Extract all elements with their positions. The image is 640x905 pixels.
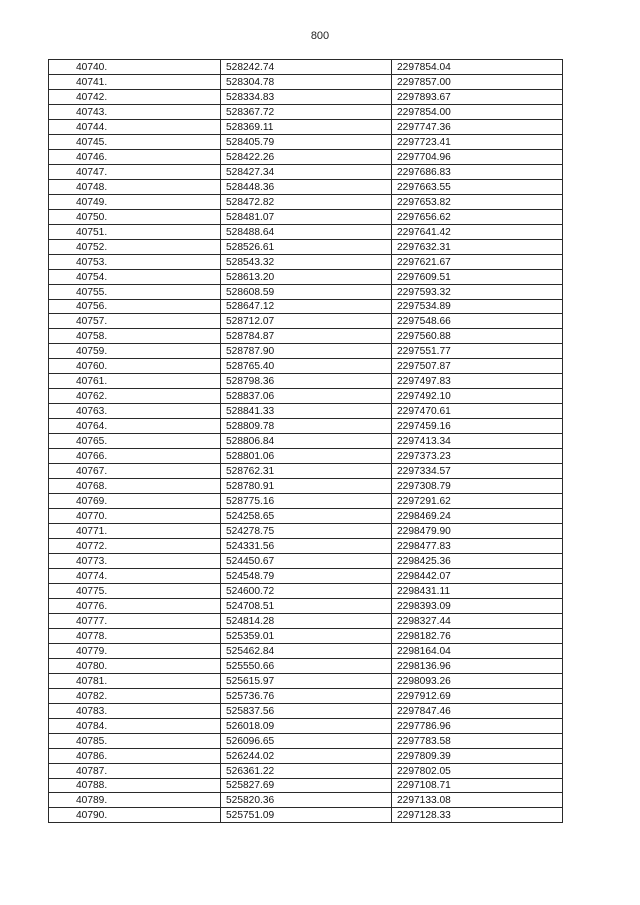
table-row [49, 359, 563, 374]
coordinate-table [48, 59, 563, 823]
x-coordinate-cell: 528775.16 [221, 494, 392, 509]
point-id-cell: 40789. [49, 793, 221, 808]
x-coordinate-cell: 524278.75 [221, 524, 392, 539]
x-coordinate-cell: 528809.78 [221, 419, 392, 434]
y-coordinate-cell: 2298327.44 [392, 613, 563, 628]
table-row [49, 134, 563, 149]
x-coordinate-cell: 528369.11 [221, 119, 392, 134]
point-id-cell: 40767. [49, 464, 221, 479]
x-coordinate-cell: 528367.72 [221, 104, 392, 119]
table-row [49, 389, 563, 404]
y-coordinate-cell: 2298477.83 [392, 539, 563, 554]
table-row [49, 464, 563, 479]
y-coordinate-cell: 2297548.66 [392, 314, 563, 329]
point-id-cell: 40788. [49, 778, 221, 793]
table-row [49, 808, 563, 823]
x-coordinate-cell: 524600.72 [221, 583, 392, 598]
table-row [49, 284, 563, 299]
point-id-cell: 40745. [49, 134, 221, 149]
point-id-cell: 40770. [49, 509, 221, 524]
y-coordinate-cell: 2297704.96 [392, 149, 563, 164]
point-id-cell: 40743. [49, 104, 221, 119]
point-id-cell: 40763. [49, 404, 221, 419]
table-row [49, 598, 563, 613]
x-coordinate-cell: 528481.07 [221, 209, 392, 224]
y-coordinate-cell: 2297893.67 [392, 89, 563, 104]
x-coordinate-cell: 524814.28 [221, 613, 392, 628]
x-coordinate-cell: 528841.33 [221, 404, 392, 419]
x-coordinate-cell: 528780.91 [221, 479, 392, 494]
point-id-cell: 40784. [49, 718, 221, 733]
table-row [49, 658, 563, 673]
point-id-cell: 40782. [49, 688, 221, 703]
x-coordinate-cell: 525837.56 [221, 703, 392, 718]
y-coordinate-cell: 2297413.34 [392, 434, 563, 449]
point-id-cell: 40778. [49, 628, 221, 643]
y-coordinate-cell: 2297747.36 [392, 119, 563, 134]
point-id-cell: 40773. [49, 553, 221, 568]
y-coordinate-cell: 2297802.05 [392, 763, 563, 778]
point-id-cell: 40747. [49, 164, 221, 179]
table-row [49, 149, 563, 164]
x-coordinate-cell: 526361.22 [221, 763, 392, 778]
point-id-cell: 40746. [49, 149, 221, 164]
y-coordinate-cell: 2297128.33 [392, 808, 563, 823]
table-row [49, 60, 563, 75]
table-row [49, 643, 563, 658]
point-id-cell: 40761. [49, 374, 221, 389]
table-row [49, 628, 563, 643]
x-coordinate-cell: 524258.65 [221, 509, 392, 524]
table-row [49, 494, 563, 509]
point-id-cell: 40755. [49, 284, 221, 299]
point-id-cell: 40754. [49, 269, 221, 284]
x-coordinate-cell: 528784.87 [221, 329, 392, 344]
table-row [49, 194, 563, 209]
y-coordinate-cell: 2297857.00 [392, 74, 563, 89]
point-id-cell: 40756. [49, 299, 221, 314]
table-row [49, 449, 563, 464]
y-coordinate-cell: 2297459.16 [392, 419, 563, 434]
point-id-cell: 40777. [49, 613, 221, 628]
point-id-cell: 40750. [49, 209, 221, 224]
point-id-cell: 40764. [49, 419, 221, 434]
x-coordinate-cell: 525550.66 [221, 658, 392, 673]
table-row [49, 509, 563, 524]
page-number: 800 [310, 30, 330, 42]
x-coordinate-cell: 524450.67 [221, 553, 392, 568]
y-coordinate-cell: 2297308.79 [392, 479, 563, 494]
table-row [49, 553, 563, 568]
table-row [49, 179, 563, 194]
x-coordinate-cell: 528242.74 [221, 60, 392, 75]
table-row [49, 733, 563, 748]
table-row [49, 119, 563, 134]
x-coordinate-cell: 528526.61 [221, 239, 392, 254]
y-coordinate-cell: 2297632.31 [392, 239, 563, 254]
table-row [49, 314, 563, 329]
y-coordinate-cell: 2298479.90 [392, 524, 563, 539]
y-coordinate-cell: 2297291.62 [392, 494, 563, 509]
point-id-cell: 40740. [49, 60, 221, 75]
x-coordinate-cell: 528304.78 [221, 74, 392, 89]
x-coordinate-cell: 528798.36 [221, 374, 392, 389]
y-coordinate-cell: 2298164.04 [392, 643, 563, 658]
x-coordinate-cell: 528405.79 [221, 134, 392, 149]
x-coordinate-cell: 528712.07 [221, 314, 392, 329]
point-id-cell: 40771. [49, 524, 221, 539]
y-coordinate-cell: 2297854.00 [392, 104, 563, 119]
y-coordinate-cell: 2297133.08 [392, 793, 563, 808]
point-id-cell: 40748. [49, 179, 221, 194]
x-coordinate-cell: 528765.40 [221, 359, 392, 374]
table-row [49, 209, 563, 224]
y-coordinate-cell: 2298425.36 [392, 553, 563, 568]
point-id-cell: 40787. [49, 763, 221, 778]
table-row [49, 344, 563, 359]
y-coordinate-cell: 2297534.89 [392, 299, 563, 314]
table-row [49, 479, 563, 494]
x-coordinate-cell: 528422.26 [221, 149, 392, 164]
point-id-cell: 40786. [49, 748, 221, 763]
y-coordinate-cell: 2298431.11 [392, 583, 563, 598]
x-coordinate-cell: 528762.31 [221, 464, 392, 479]
x-coordinate-cell: 525359.01 [221, 628, 392, 643]
table-row [49, 524, 563, 539]
table-row [49, 718, 563, 733]
y-coordinate-cell: 2297686.83 [392, 164, 563, 179]
x-coordinate-cell: 526018.09 [221, 718, 392, 733]
table-row [49, 269, 563, 284]
point-id-cell: 40760. [49, 359, 221, 374]
point-id-cell: 40753. [49, 254, 221, 269]
point-id-cell: 40758. [49, 329, 221, 344]
x-coordinate-cell: 528488.64 [221, 224, 392, 239]
table-row [49, 374, 563, 389]
x-coordinate-cell: 528448.36 [221, 179, 392, 194]
y-coordinate-cell: 2297373.23 [392, 449, 563, 464]
table-row [49, 104, 563, 119]
x-coordinate-cell: 526096.65 [221, 733, 392, 748]
point-id-cell: 40769. [49, 494, 221, 509]
x-coordinate-cell: 528801.06 [221, 449, 392, 464]
y-coordinate-cell: 2297492.10 [392, 389, 563, 404]
y-coordinate-cell: 2297621.67 [392, 254, 563, 269]
point-id-cell: 40776. [49, 598, 221, 613]
y-coordinate-cell: 2297334.57 [392, 464, 563, 479]
x-coordinate-cell: 528608.59 [221, 284, 392, 299]
table-row [49, 688, 563, 703]
y-coordinate-cell: 2298469.24 [392, 509, 563, 524]
y-coordinate-cell: 2297663.55 [392, 179, 563, 194]
x-coordinate-cell: 525827.69 [221, 778, 392, 793]
x-coordinate-cell: 524708.51 [221, 598, 392, 613]
table-row [49, 793, 563, 808]
table-row [49, 419, 563, 434]
point-id-cell: 40774. [49, 568, 221, 583]
y-coordinate-cell: 2297551.77 [392, 344, 563, 359]
x-coordinate-cell: 525751.09 [221, 808, 392, 823]
y-coordinate-cell: 2297560.88 [392, 329, 563, 344]
point-id-cell: 40775. [49, 583, 221, 598]
table-row [49, 329, 563, 344]
table-row [49, 539, 563, 554]
y-coordinate-cell: 2297108.71 [392, 778, 563, 793]
table-row [49, 74, 563, 89]
point-id-cell: 40757. [49, 314, 221, 329]
point-id-cell: 40749. [49, 194, 221, 209]
point-id-cell: 40751. [49, 224, 221, 239]
table-row [49, 673, 563, 688]
x-coordinate-cell: 525736.76 [221, 688, 392, 703]
point-id-cell: 40780. [49, 658, 221, 673]
x-coordinate-cell: 528334.83 [221, 89, 392, 104]
y-coordinate-cell: 2297847.46 [392, 703, 563, 718]
x-coordinate-cell: 525615.97 [221, 673, 392, 688]
point-id-cell: 40744. [49, 119, 221, 134]
point-id-cell: 40752. [49, 239, 221, 254]
table-row [49, 89, 563, 104]
y-coordinate-cell: 2297656.62 [392, 209, 563, 224]
table-row [49, 583, 563, 598]
y-coordinate-cell: 2297912.69 [392, 688, 563, 703]
y-coordinate-cell: 2298136.96 [392, 658, 563, 673]
table-row [49, 404, 563, 419]
y-coordinate-cell: 2297507.87 [392, 359, 563, 374]
y-coordinate-cell: 2298393.09 [392, 598, 563, 613]
point-id-cell: 40762. [49, 389, 221, 404]
y-coordinate-cell: 2297809.39 [392, 748, 563, 763]
point-id-cell: 40742. [49, 89, 221, 104]
point-id-cell: 40779. [49, 643, 221, 658]
table-row [49, 778, 563, 793]
y-coordinate-cell: 2297470.61 [392, 404, 563, 419]
coordinate-table-body [49, 60, 563, 823]
table-row [49, 613, 563, 628]
point-id-cell: 40790. [49, 808, 221, 823]
table-row [49, 254, 563, 269]
x-coordinate-cell: 528472.82 [221, 194, 392, 209]
x-coordinate-cell: 525820.36 [221, 793, 392, 808]
x-coordinate-cell: 528647.12 [221, 299, 392, 314]
x-coordinate-cell: 524331.56 [221, 539, 392, 554]
y-coordinate-cell: 2297783.58 [392, 733, 563, 748]
x-coordinate-cell: 526244.02 [221, 748, 392, 763]
table-row [49, 568, 563, 583]
table-row [49, 763, 563, 778]
y-coordinate-cell: 2297854.04 [392, 60, 563, 75]
point-id-cell: 40781. [49, 673, 221, 688]
x-coordinate-cell: 528427.34 [221, 164, 392, 179]
y-coordinate-cell: 2297609.51 [392, 269, 563, 284]
y-coordinate-cell: 2297593.32 [392, 284, 563, 299]
y-coordinate-cell: 2298093.26 [392, 673, 563, 688]
point-id-cell: 40783. [49, 703, 221, 718]
point-id-cell: 40772. [49, 539, 221, 554]
point-id-cell: 40741. [49, 74, 221, 89]
y-coordinate-cell: 2298182.76 [392, 628, 563, 643]
x-coordinate-cell: 528806.84 [221, 434, 392, 449]
point-id-cell: 40785. [49, 733, 221, 748]
table-row [49, 164, 563, 179]
table-row [49, 703, 563, 718]
y-coordinate-cell: 2297653.82 [392, 194, 563, 209]
x-coordinate-cell: 525462.84 [221, 643, 392, 658]
point-id-cell: 40765. [49, 434, 221, 449]
y-coordinate-cell: 2297786.96 [392, 718, 563, 733]
y-coordinate-cell: 2297497.83 [392, 374, 563, 389]
point-id-cell: 40766. [49, 449, 221, 464]
table-row [49, 239, 563, 254]
x-coordinate-cell: 524548.79 [221, 568, 392, 583]
table-row [49, 224, 563, 239]
point-id-cell: 40759. [49, 344, 221, 359]
table-row [49, 434, 563, 449]
table-row [49, 299, 563, 314]
x-coordinate-cell: 528613.20 [221, 269, 392, 284]
table-row [49, 748, 563, 763]
x-coordinate-cell: 528543.32 [221, 254, 392, 269]
y-coordinate-cell: 2297723.41 [392, 134, 563, 149]
y-coordinate-cell: 2298442.07 [392, 568, 563, 583]
y-coordinate-cell: 2297641.42 [392, 224, 563, 239]
x-coordinate-cell: 528787.90 [221, 344, 392, 359]
x-coordinate-cell: 528837.06 [221, 389, 392, 404]
point-id-cell: 40768. [49, 479, 221, 494]
